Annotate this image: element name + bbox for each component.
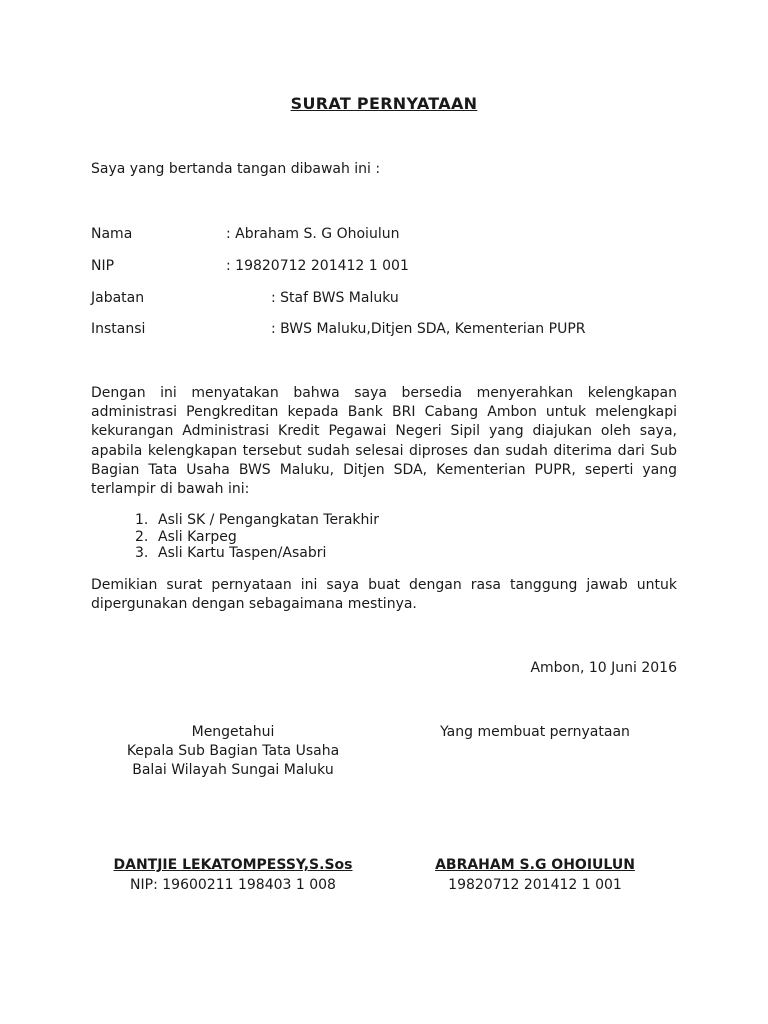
list-item [135,545,379,562]
right-signatory-nip: 19820712 201412 1 001 [448,877,622,893]
field-value-instansi: : BWS Maluku,Ditjen SDA, Kementerian PUPR [271,321,586,337]
left-signatory-name: DANTJIE LEKATOMPESSY,S.Sos [113,857,353,873]
intro-text: Saya yang bertanda tangan dibawah ini : [91,161,381,177]
left-signature-block [110,723,356,893]
list-item [135,529,379,546]
list-item-text: Asli Kartu Taspen/Asabri [158,545,327,561]
list-item-text: Asli SK / Pengangkatan Terakhir [158,512,380,528]
right-signatory-title: Yang membuat pernyataan [440,724,630,740]
list-item-number: 3. [135,545,149,561]
list-item-number: 2. [135,528,149,545]
closing-paragraph: Demikian surat pernyataan ini saya buat dengan rasa tanggung jawab untuk dipergunakan dengan sebagaimana mestinya. [91,577,677,613]
field-value-jabatan: : Staf BWS Maluku [271,290,399,306]
list-item-text: Asli Karpeg [158,528,237,545]
field-value-nama: : Abraham S. G Ohoiulun [226,226,400,242]
document-title: SURAT PERNYATAAN [290,94,478,113]
left-signatory-title [110,723,356,780]
field-value-nip: : 19820712 201412 1 001 [226,258,409,274]
statement-paragraph: Dengan ini menyatakan bahwa saya bersedia menyerahkan kelengkapan administrasi Pengkreditan kepada Bank BRI Cabang Ambon untuk melengkapi kekurangan Administrasi Kredit Pegawai Negeri Sipil yang diajukan oleh saya, apabila kelengkapan tersebut sudah selesai diproses dan sudah diterima dari Sub Bagian Tata Usaha BWS Maluku, Ditjen SDA, Kementerian PUPR, seperti yang terlampir di bawah ini: [91,385,677,498]
right-signature-block [410,723,660,893]
field-label-nama: Nama [91,226,133,242]
place-date: Ambon, 10 Juni 2016 [530,660,677,676]
attachment-list [135,512,379,562]
list-item [135,512,379,529]
right-signatory-name: ABRAHAM S.G OHOIULUN [435,857,635,873]
list-item-number: 1. [135,512,149,528]
left-signatory-line3: Balai Wilayah Sungai Maluku [132,762,334,778]
field-label-jabatan: Jabatan [91,290,145,306]
field-label-instansi: Instansi [91,321,146,337]
left-signatory-line2: Kepala Sub Bagian Tata Usaha [126,743,340,759]
left-signatory-line1: Mengetahui [191,724,275,740]
field-label-nip: NIP [91,258,115,274]
left-signatory-nip: NIP: 19600211 198403 1 008 [130,877,336,893]
